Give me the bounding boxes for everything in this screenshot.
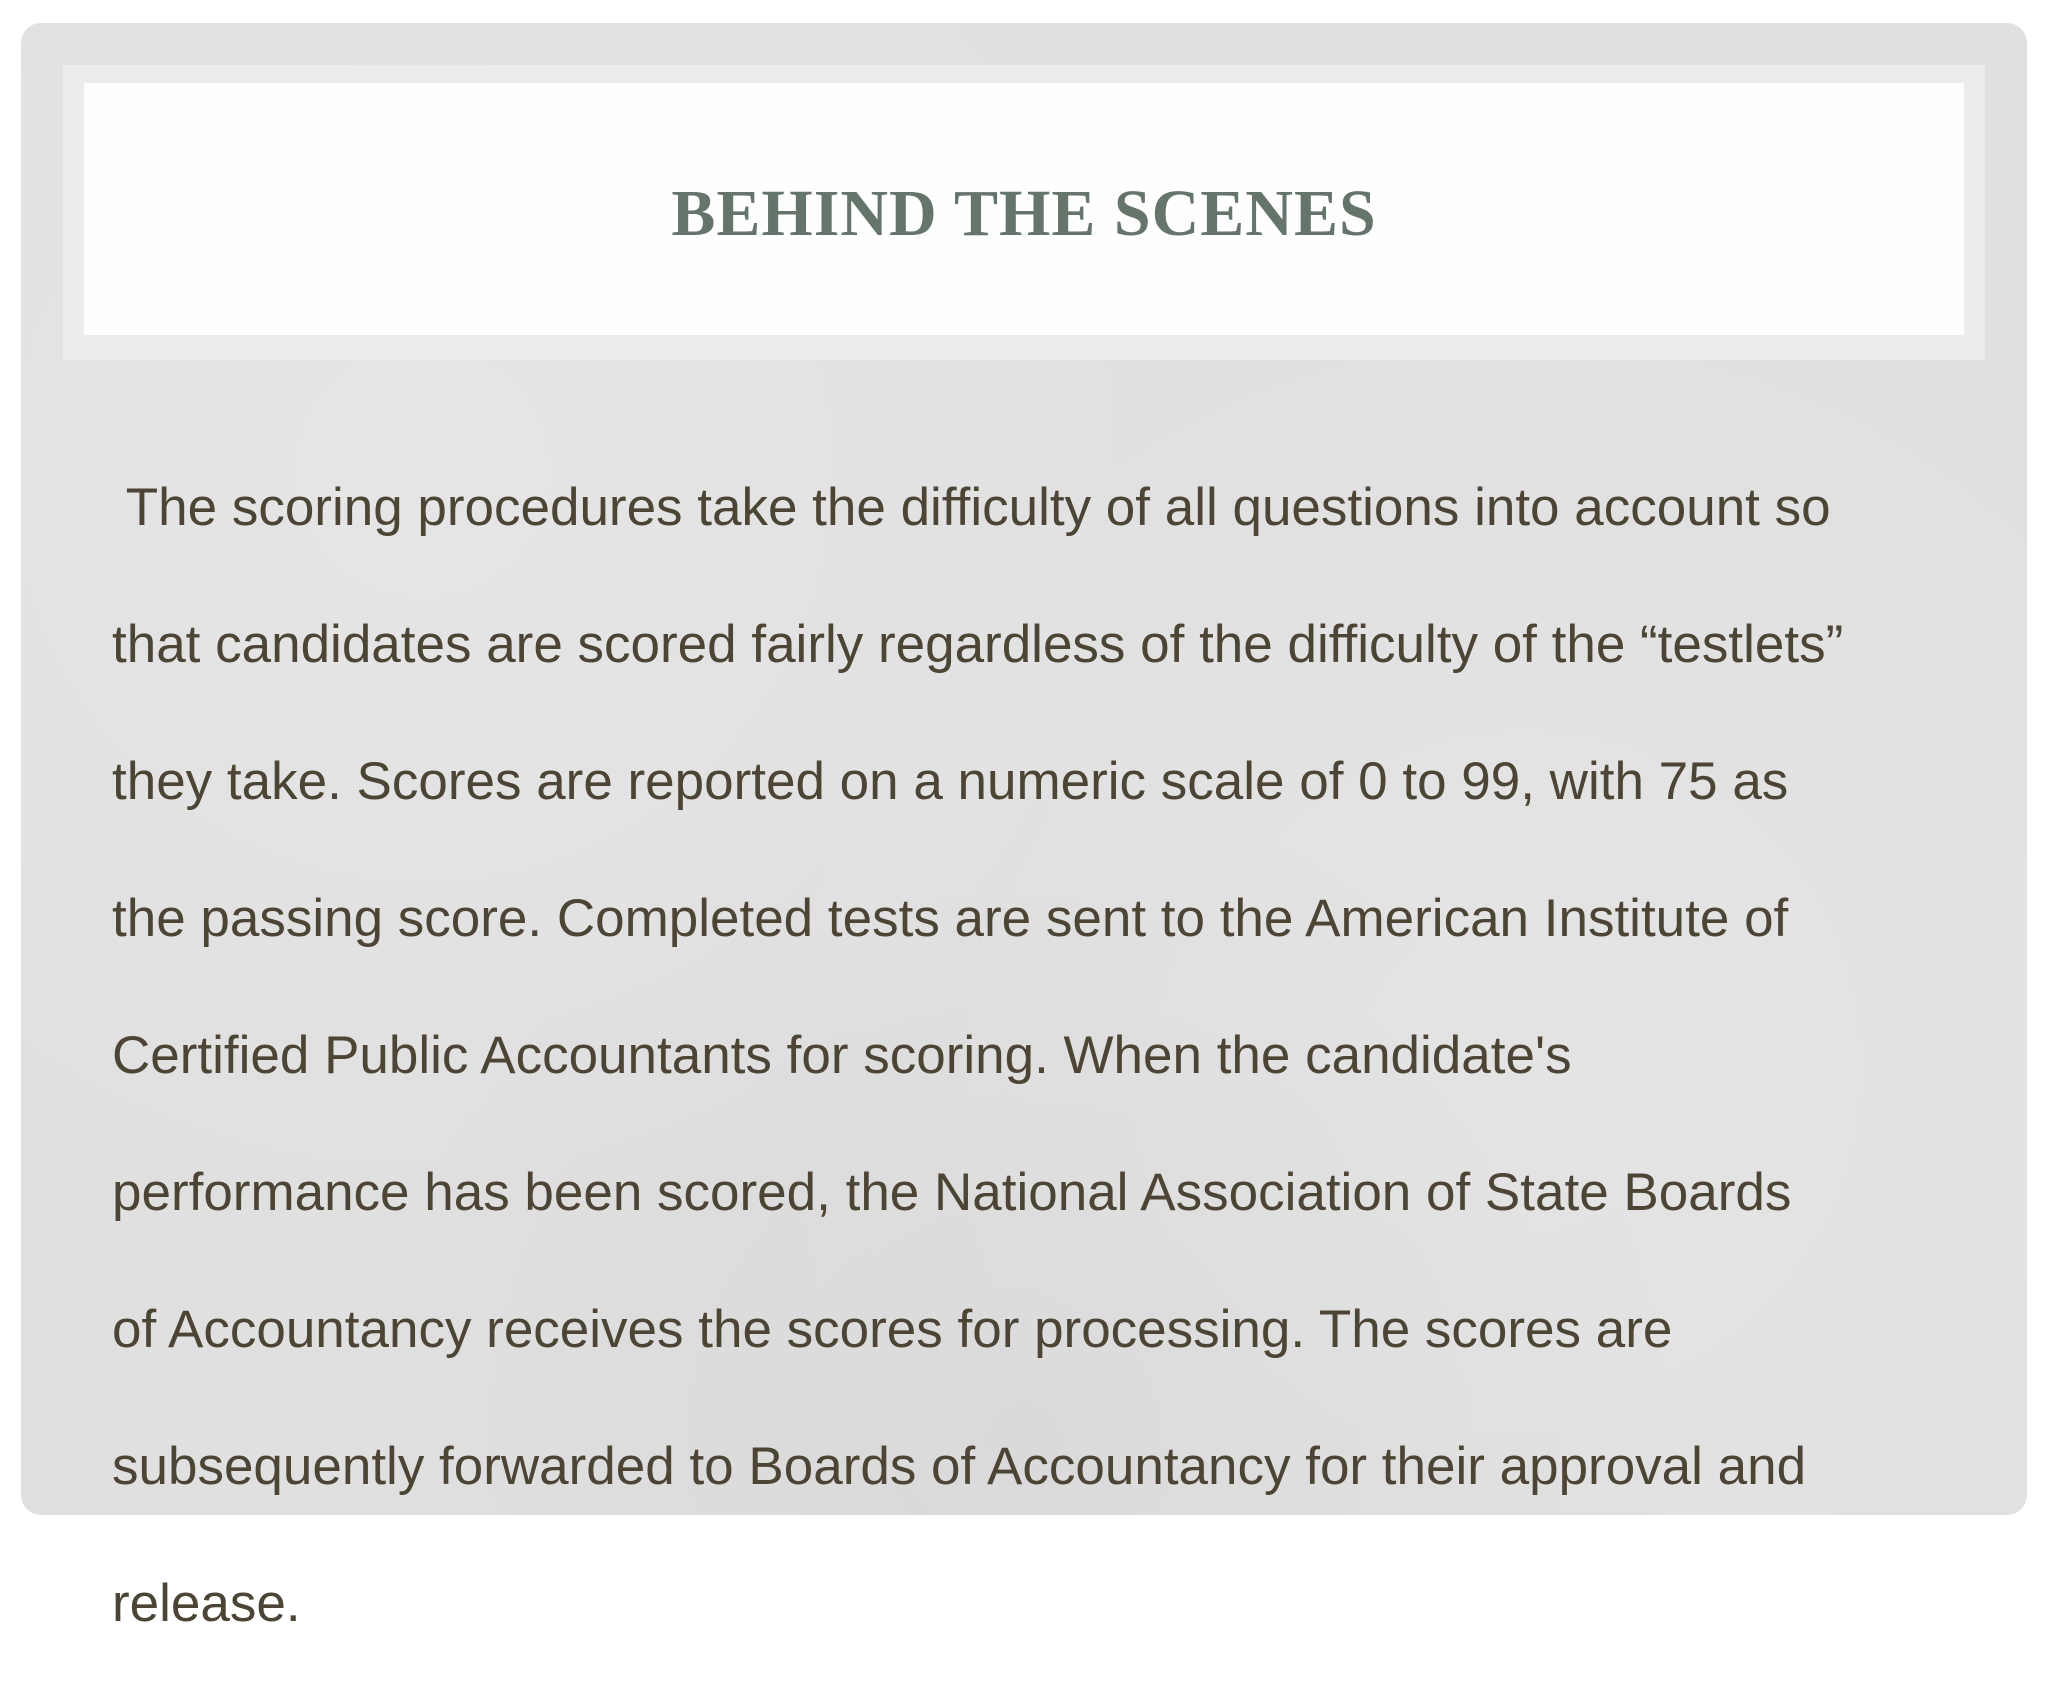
title-frame (63, 65, 1985, 360)
slide (21, 23, 2027, 1633)
body-line: Certified Public Accountants for scoring. When the candidate's (112, 1025, 1572, 1085)
body-line: of Accountancy receives the scores for processing. The scores are (112, 1299, 1673, 1359)
body-line: subsequently forwarded to Boards of Accountancy for their approval and (112, 1436, 1807, 1496)
body-line: The scoring procedures take the difficulty of all questions into account so (112, 477, 1831, 537)
body-line: release. (112, 1573, 301, 1633)
body-line: the passing score. Completed tests are sent to the American Institute of (112, 888, 1789, 948)
body-line: they take. Scores are reported on a numeric scale of 0 to 99, with 75 as (112, 751, 1789, 811)
slide-title: BEHIND THE SCENES (671, 177, 1377, 250)
body-line: performance has been scored, the National Association of State Boards (112, 1162, 1792, 1222)
body-line: that candidates are scored fairly regardless of the difficulty of the “testlets” (112, 614, 1844, 674)
title-box (84, 83, 1964, 335)
slide-body-text (112, 405, 1992, 1707)
